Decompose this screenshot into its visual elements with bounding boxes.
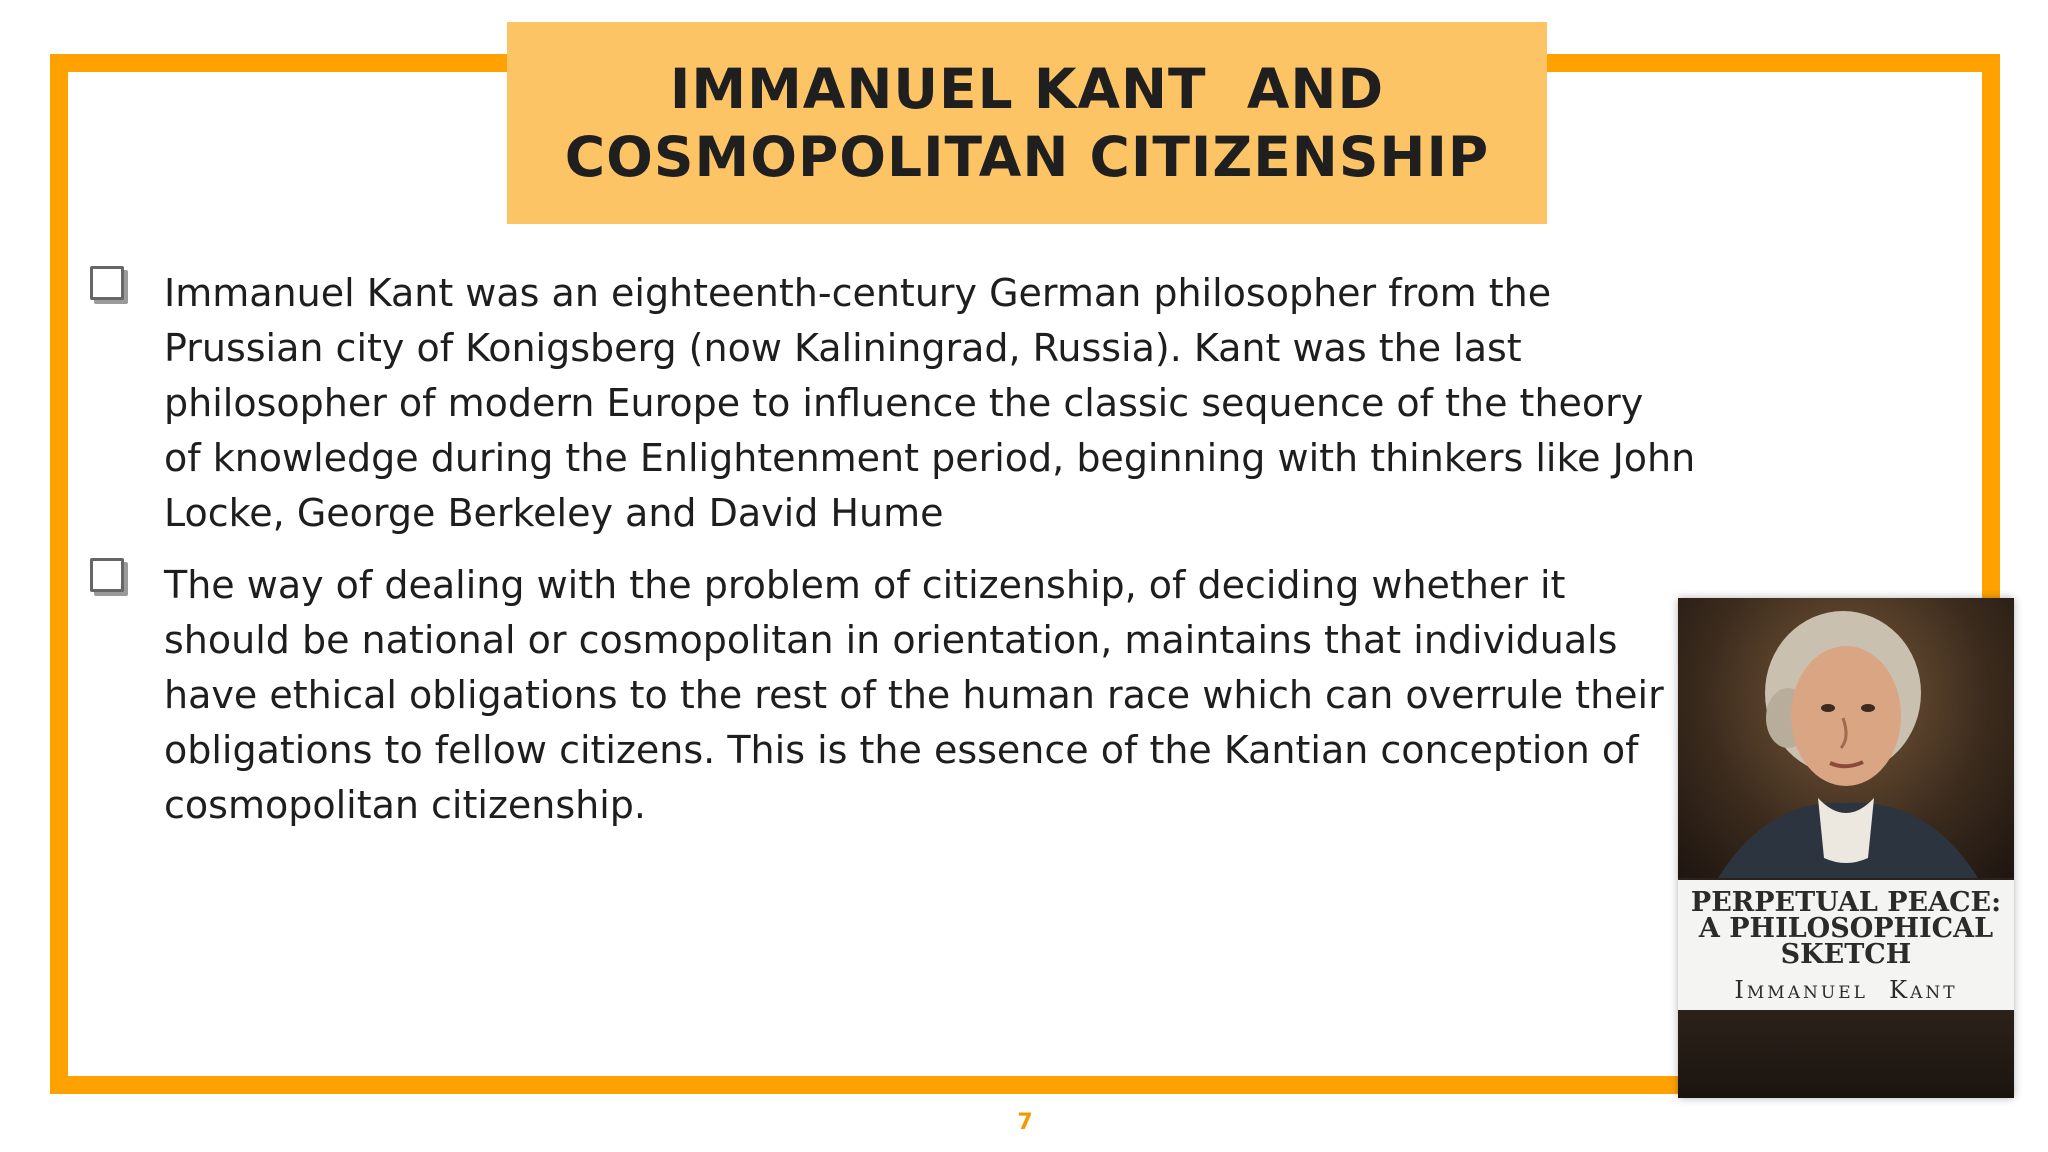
checkbox-icon — [90, 266, 124, 300]
paragraph-line: of knowledge during the Enlightenment period, beginning with thinkers like John — [164, 436, 1696, 480]
book-cover-bottom — [1678, 1010, 2014, 1098]
paragraph-line: philosopher of modern Europe to influence the classic sequence of the theory — [164, 381, 1644, 425]
paragraph-line: have ethical obligations to the rest of the human race which can overrule their — [164, 673, 1664, 717]
book-title-line-2: A PHILOSOPHICAL — [1698, 913, 1994, 944]
book-author: Immanuel Kant — [1734, 976, 1958, 1004]
paragraph-line: Locke, George Berkeley and David Hume — [164, 491, 944, 535]
book-title-line-1: PERPETUAL PEACE: — [1690, 887, 2002, 918]
paragraph-line: The way of dealing with the problem of citizenship, of deciding whether it — [164, 563, 1566, 607]
bullet-paragraph-1 — [164, 266, 1704, 541]
bullet-marker-1 — [90, 266, 124, 300]
portrait-illustration — [1678, 598, 2014, 878]
checkbox-icon — [90, 558, 124, 592]
book-cover-text — [1678, 880, 2014, 1010]
book-cover-image — [1678, 598, 2014, 1098]
page-number: 7 — [1017, 1110, 1033, 1135]
bullet-paragraph-2 — [164, 558, 1704, 833]
title-box — [507, 22, 1547, 224]
paragraph-line: cosmopolitan citizenship. — [164, 783, 646, 827]
kant-portrait — [1678, 598, 2014, 878]
paragraph-line: obligations to fellow citizens. This is the essence of the Kantian conception of — [164, 728, 1639, 772]
bullet-marker-2 — [90, 558, 124, 592]
title-line-2: COSMOPOLITAN CITIZENSHIP — [564, 125, 1490, 189]
paragraph-line: Prussian city of Konigsberg (now Kaliningrad, Russia). Kant was the last — [164, 326, 1522, 370]
paragraph-line: should be national or cosmopolitan in orientation, maintains that individuals — [164, 618, 1618, 662]
paragraph-line: Immanuel Kant was an eighteenth-century German philosopher from the — [164, 271, 1552, 315]
book-title-line-3: SKETCH — [1780, 939, 1912, 970]
title-line-1: IMMANUEL KANT AND — [669, 57, 1385, 121]
